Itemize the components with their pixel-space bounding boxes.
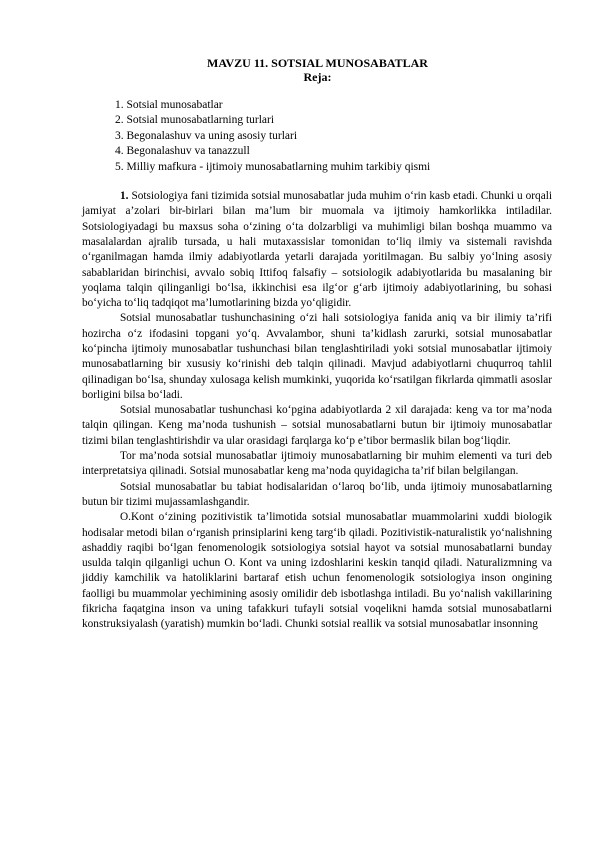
paragraph: Sotsial munosabatlar tushunchasining o‘zi hali sotsiologiya fanida aniq va bir ilimiy ta’rifi hozircha o‘z ifodasini topgani yo‘q. Avvalambor, shuni ta’kidlash zarurki, sotsial munosabatlar ko‘pincha ijtimoiy munosabatlar tushunchasi bilan tenglashtiriladi yoki sotsial munosabatlar ijtimoiy munosabatlarning bir xususiy ko‘rinishi deb talqin qilinadi. Mavjud adabiyotlarni chuqurroq tahlil qilinadigan bo‘lsa, shunday xulosaga kelish mumkinki, yuqorida ko‘rsatilgan fikrlarda qimmatli asoslar borligini bilsa bo‘ladi. xyxy=(82,312,552,401)
section-number: 1. xyxy=(120,190,129,203)
paragraph: O.Kont o‘zining pozitivistik ta’limotida sotsial munosabatlar muammolarini xuddi biologik hodisalar metodi bilan o‘rganish prinsiplarini keng targ‘ib qiladi. Pozitivistik-naturalistik yo‘nalishning ashaddiy raqibi bo‘lgan fenomenologik sotsiologiya sotsial hayot va sotsial munosabatlarni bunday usulda talqin qilganligi uchun O. Kont va uning izdoshlarini keskin tanqid qiladi. Naturalizmning va jiddiy kamchilik va hatoliklarini bartaraf etish uchun fenomenologik sotsiologiya inson ongining faolligi bu muammolar yechimining asosiy omilidir deb isbotlashga intiladi. Bu yo‘nalish vakillarining fikricha faqatgina inson va uning tafakkuri tufayli sotsial voqelikni hamda sotsial munosabatlarni konstruksiyalash (yaratish) mumkin bo‘ladi. Chunki sotsial reallik va sotsial munosabatlar insonning xyxy=(82,511,552,631)
plan-heading: Reja: xyxy=(303,70,332,84)
plan-item: 5. Milliy mafkura - ijtimoiy munosabatlarning muhim tarkibiy qismi xyxy=(115,160,431,173)
plan-item: 2. Sotsial munosabatlarning turlari xyxy=(115,114,275,127)
paragraph xyxy=(82,189,552,311)
plan-item: 1. Sotsial munosabatlar xyxy=(115,99,223,111)
paragraph: Sotsial munosabatlar bu tabiat hodisalaridan o‘laroq bo‘lib, unda ijtimoiy munosabatlarning butun bir tizimi mujassamlashgandir. xyxy=(82,480,552,508)
plan-item: 4. Begonalashuv va tanazzull xyxy=(115,145,250,158)
document-title: MAVZU 11. SOTSIAL MUNOSABATLAR xyxy=(207,56,428,70)
paragraph-text: Sotsiologiya fani tizimida sotsial munosabatlar juda muhim o‘rin kasb etadi. Chunki u orqali jamiyat a’zolari bir-birlari bilan ma’lum bir muomala va ijtimoiy hamkorlikka intiladilar. Sotsiologiyadagi bu maxsus soha o‘zining o‘ta dolzarbligi va muhimligi bilan boshqa muammo va masalalardan ajralib tursada, u hali mutaxassislar tomonidan to‘liq ilmiy va sistemali ravishda o‘rganilmagan hamda ilmiy adabiyotlarda yetarli darajada yoritilmagan. Bu salbiy yo‘lning asosiy sabablaridan birinchisi, avvalo sobiq Ittifoq falsafiy – sotsiologik adabiyotlarida bu masalaning bir yoqlama talqin qilinganligi bo‘lsa, ikkinchisi esa ilg‘or g‘arb ijtimoiy adabiyotlarining, bu sohasi bo‘yicha to‘liq tadqiqot ma’lumotlarining bizda yo‘qligidir. xyxy=(82,190,552,310)
paragraph: Sotsial munosabatlar tushunchasi ko‘pgina adabiyotlarda 2 xil darajada: keng va tor ma’noda talqin qilingan. Keng ma’noda tushunish – sotsial munosabatlarni butun bir ijtimoiy munosabatlar tizimi bilan tenglashtirishdir va ular orasidagi farqlarga ko‘p e’tibor bermaslik bilan bog‘liqdir. xyxy=(82,404,552,447)
body-text xyxy=(82,189,552,633)
paragraph: Tor ma’noda sotsial munosabatlar ijtimoiy munosabatlarning bir muhim elementi va turi deb interpretatsiya qilinadi. Sotsial munosabatlar keng ma’noda quyidagicha ta’rif bilan belgilangan. xyxy=(82,450,552,478)
plan-item: 3. Begonalashuv va uning asosiy turlari xyxy=(115,129,298,142)
plan-list xyxy=(115,98,552,175)
